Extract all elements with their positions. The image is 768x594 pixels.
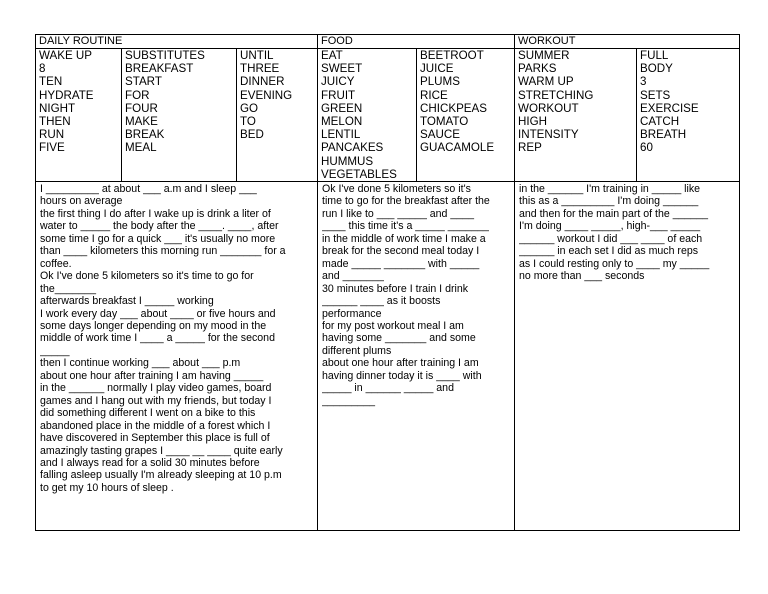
- text-line: in the ______ normally I play video games, board: [40, 382, 272, 395]
- word-item: 3: [640, 75, 647, 89]
- routine-word-column-1: [36, 49, 121, 155]
- word-item: LENTIL: [321, 128, 361, 142]
- text-line: different plums: [322, 344, 392, 357]
- text-line: did something different I went on a bike to this: [40, 407, 256, 420]
- word-item: BREAKFAST: [125, 62, 194, 76]
- text-line: run I like to ___ _____ and ____: [322, 207, 474, 220]
- text-line: having some _______ and some: [322, 332, 476, 345]
- text-line: about one hour after training I am having _____: [40, 369, 264, 382]
- text-line: than ____ kilometers this morning run _______ for a: [40, 245, 286, 258]
- word-item: BREAK: [125, 128, 165, 142]
- word-item: FIVE: [39, 141, 65, 155]
- text-line: _____ in ______ _____ and: [322, 382, 454, 395]
- word-item: SETS: [640, 88, 671, 102]
- word-item: TOMATO: [420, 115, 469, 129]
- word-item: 8: [39, 62, 46, 76]
- word-item: DINNER: [240, 75, 285, 89]
- text-line: I _________ at about ___ a.m and I sleep ___: [40, 183, 257, 195]
- text-line: break for the second meal today I: [322, 245, 480, 258]
- text-line: Ok I've done 5 kilometers so it's time to go for: [40, 270, 254, 283]
- word-item: THEN: [39, 115, 71, 129]
- word-item: EAT: [321, 49, 343, 62]
- word-item: THREE: [240, 62, 280, 76]
- text-line: as I could resting only to ____ my _____: [519, 257, 710, 270]
- word-item: WARM UP: [518, 75, 574, 89]
- word-item: START: [125, 75, 162, 89]
- word-item: NIGHT: [39, 101, 76, 115]
- word-item: HYDRATE: [39, 88, 94, 102]
- text-line: I'm doing ____ _____, high-___ _____: [519, 220, 701, 233]
- word-item: GUACAMOLE: [420, 141, 495, 155]
- word-item: BEETROOT: [420, 49, 484, 62]
- text-line: some time I go for a quick ___ it's usually no more: [40, 232, 276, 245]
- text-line: ______ ____ as it boosts: [322, 295, 441, 308]
- workout-word-column-2: [637, 49, 740, 155]
- word-item: RUN: [39, 128, 65, 142]
- word-item: SUBSTITUTES: [125, 49, 205, 62]
- routine-word-column-2: [122, 49, 236, 155]
- workout-header: WORKOUT: [518, 35, 576, 47]
- word-item: FULL: [640, 49, 669, 62]
- text-line: to get my 10 hours of sleep .: [40, 481, 174, 494]
- text-line: ______ workout I did ___ ____ of each: [519, 232, 703, 245]
- text-line: middle of work time I ____ a _____ for the second: [40, 332, 275, 345]
- word-item: PLUMS: [420, 75, 460, 89]
- word-item: 60: [640, 141, 653, 155]
- word-item: SUMMER: [518, 49, 570, 62]
- word-item: MEAL: [125, 141, 157, 155]
- text-line: I work every day ___ about ____ or five hours and: [40, 307, 276, 320]
- text-line: made _____ _______ with _____: [322, 257, 480, 270]
- text-line: afterwards breakfast I _____ working: [40, 295, 214, 308]
- word-item: RICE: [420, 88, 448, 102]
- text-line: falling asleep usually I'm already sleeping at 10 p.m: [40, 469, 282, 482]
- word-item: PANCAKES: [321, 141, 384, 155]
- word-item: GO: [240, 101, 259, 115]
- word-item: FOUR: [125, 101, 158, 115]
- word-item: UNTIL: [240, 49, 274, 62]
- text-line: ______ in each set I did as much reps: [519, 245, 699, 258]
- word-item: MELON: [321, 115, 363, 129]
- word-item: EXERCISE: [640, 101, 699, 115]
- workout-word-column-1: [515, 49, 636, 155]
- word-item: WORKOUT: [518, 101, 579, 115]
- routine-word-column-3: [237, 49, 317, 141]
- food-header: FOOD: [321, 35, 353, 47]
- text-line: no more than ___ seconds: [519, 270, 645, 283]
- text-line: time to go for the breakfast after the: [322, 195, 490, 208]
- text-line: water to _____ the body after the ____. ____, after: [40, 220, 279, 233]
- word-item: MAKE: [125, 115, 158, 129]
- text-line: _________: [322, 394, 376, 407]
- text-line: the first thing I do after I wake up is drink a liter of: [40, 207, 271, 220]
- workout-paragraph: [515, 183, 739, 283]
- text-line: ____ this time it's a _____ _______: [322, 220, 489, 233]
- food-word-column-2: [417, 49, 514, 155]
- word-item: BREATH: [640, 128, 687, 142]
- text-line: _____: [40, 344, 70, 357]
- word-item: FOR: [125, 88, 150, 102]
- text-line: coffee.: [40, 257, 72, 270]
- text-line: Ok I've done 5 kilometers so it's: [322, 183, 471, 195]
- food-paragraph: [318, 183, 514, 407]
- text-line: in the ______ I'm training in _____ like: [519, 183, 701, 195]
- word-item: BED: [240, 128, 264, 142]
- word-item: HUMMUS: [321, 154, 374, 168]
- word-item: JUICY: [321, 75, 355, 89]
- routine-header: DAILY ROUTINE: [39, 35, 123, 47]
- text-line: have discovered in September this place is full of: [40, 432, 270, 445]
- word-item: GREEN: [321, 101, 363, 115]
- routine-paragraph: [36, 183, 317, 494]
- text-line: abandoned place in the middle of a forest which I: [40, 419, 271, 432]
- word-item: VEGETABLES: [321, 167, 397, 181]
- word-item: WAKE UP: [39, 49, 93, 62]
- text-line: the_______: [40, 282, 96, 295]
- word-item: HIGH: [518, 115, 547, 129]
- word-item: PARKS: [518, 62, 557, 76]
- word-item: BODY: [640, 62, 673, 76]
- word-item: FRUIT: [321, 88, 356, 102]
- text-line: amazingly tasting grapes I ____ __ ____ quite early: [40, 444, 283, 457]
- text-line: and _______: [322, 270, 384, 283]
- text-line: some days longer depending on my mood in the: [40, 319, 267, 332]
- text-line: for my post workout meal I am: [322, 319, 464, 332]
- word-item: INTENSITY: [518, 128, 579, 142]
- word-item: EVENING: [240, 88, 293, 102]
- word-item: SWEET: [321, 62, 363, 76]
- text-line: and then for the main part of the ______: [519, 207, 709, 220]
- word-bank-row-line: [36, 181, 739, 182]
- text-line: having dinner today it is ____ with: [322, 369, 482, 382]
- text-line: then I continue working ___ about ___ p.m: [40, 357, 241, 370]
- word-item: SAUCE: [420, 128, 460, 142]
- text-line: in the middle of work time I make a: [322, 232, 486, 245]
- text-line: this as a _________ I'm doing ______: [519, 195, 699, 208]
- word-item: TEN: [39, 75, 63, 89]
- text-line: performance: [322, 307, 382, 320]
- word-item: CHICKPEAS: [420, 101, 488, 115]
- word-item: REP: [518, 141, 542, 155]
- word-item: STRETCHING: [518, 88, 594, 102]
- text-line: games and I hang out with my friends, but today I: [40, 394, 272, 407]
- text-line: and I always read for a solid 30 minutes before: [40, 456, 260, 469]
- worksheet-table: [35, 34, 740, 531]
- text-line: about one hour after training I am: [322, 357, 479, 370]
- word-item: CATCH: [640, 115, 680, 129]
- text-line: 30 minutes before I train I drink: [322, 282, 469, 295]
- word-item: TO: [240, 115, 256, 129]
- food-word-column-1: [318, 49, 416, 181]
- text-line: hours on average: [40, 195, 123, 208]
- word-item: JUICE: [420, 62, 454, 76]
